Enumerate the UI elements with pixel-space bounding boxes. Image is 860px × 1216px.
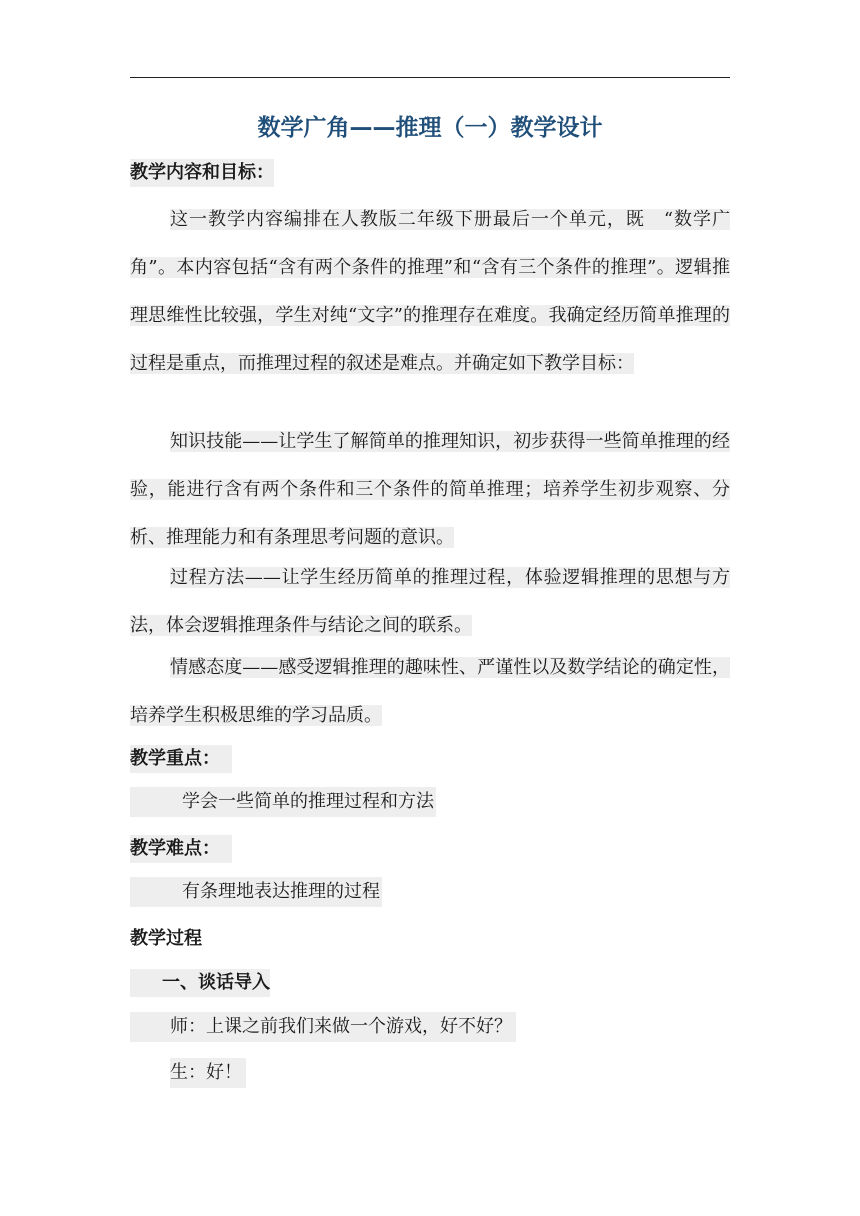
goal-attitude-text: 情感态度——感受逻辑推理的趣味性、严谨性以及数学结论的确定性，培养学生积极思维的学习品质。 [130, 657, 730, 726]
key-point-text: 学会一些简单的推理过程和方法 [130, 787, 436, 817]
document-title: 数学广角——推理（一）教学设计 [257, 115, 603, 141]
goal-attitude-paragraph [130, 644, 730, 740]
goal-process-paragraph [130, 554, 730, 650]
goal-process-text: 过程方法——让学生经历简单的推理过程，体验逻辑推理的思想与方法，体会逻辑推理条件与结论之间的联系。 [130, 567, 730, 636]
student-line: 生：好！ [170, 1058, 246, 1088]
process-heading: 教学过程 [130, 928, 202, 949]
key-point-heading: 教学重点： [130, 745, 232, 773]
intro-text: 这一教学内容编排在人教版二年级下册最后一个单元，既 “数学广角”。本内容包括“含有两个条件的推理”和“含有三个条件的推理”。逻辑推理思维性比较强，学生对纯“文字”的推理存在难度。我确定经历简单推理的过程是重点，而推理过程的叙述是难点。并确定如下教学目标： [130, 209, 730, 374]
difficult-point-heading: 教学难点： [130, 835, 232, 863]
teacher-line: 师：上课之前我们来做一个游戏，好不好？ [130, 1012, 516, 1042]
difficult-point-text: 有条理地表达推理的过程 [130, 877, 382, 907]
goal-knowledge-text: 知识技能——让学生了解简单的推理知识，初步获得一些简单推理的经验，能进行含有两个条件和三个条件的简单推理；培养学生初步观察、分析、推理能力和有条理思考问题的意识。 [130, 431, 730, 548]
step1-heading: 一、谈话导入 [130, 969, 270, 997]
goal-knowledge-paragraph [130, 418, 730, 562]
header-rule [130, 77, 730, 78]
content-goals-heading: 教学内容和目标： [130, 159, 274, 187]
intro-paragraph [130, 196, 730, 388]
